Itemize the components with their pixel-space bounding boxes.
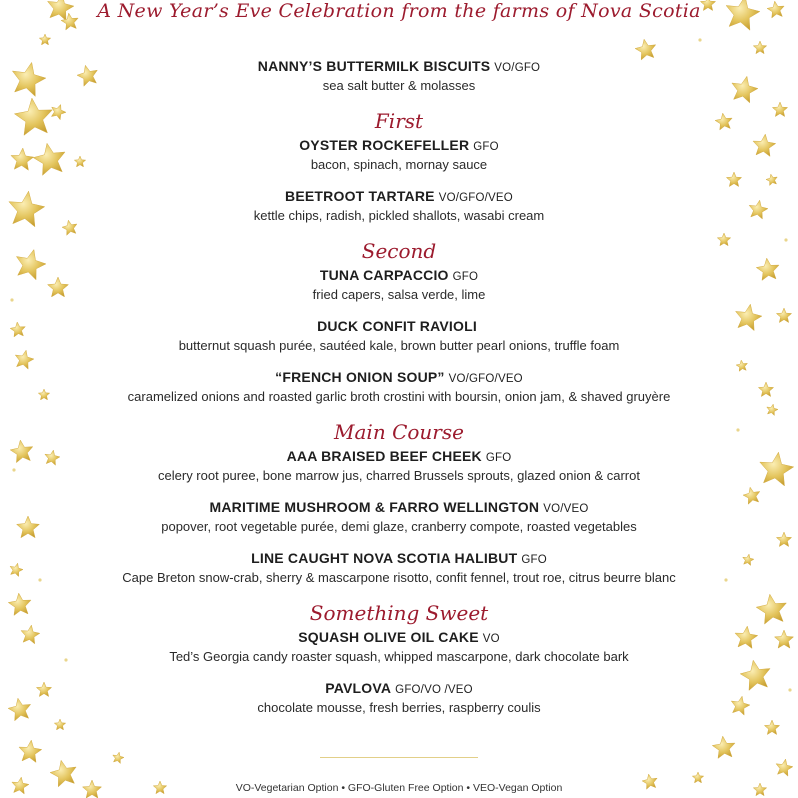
star-icon bbox=[45, 450, 60, 465]
star-icon bbox=[8, 593, 31, 615]
star-icon bbox=[16, 250, 46, 280]
item-name: LINE CAUGHT NOVA SCOTIA HALIBUT bbox=[251, 550, 518, 566]
star-icon bbox=[48, 277, 69, 297]
item-description: chocolate mousse, fresh berries, raspberry coulis bbox=[257, 700, 541, 715]
menu-item bbox=[80, 550, 718, 586]
section-title-something-sweet: Something Sweet bbox=[309, 601, 489, 625]
item-description: Ted’s Georgia candy roaster squash, whipped mascarpone, dark chocolate bark bbox=[169, 649, 629, 664]
sparkle-icon bbox=[38, 578, 41, 581]
star-icon bbox=[717, 233, 730, 246]
star-icon bbox=[113, 752, 124, 763]
menu bbox=[80, 58, 718, 716]
menu-item-biscuits bbox=[80, 58, 718, 94]
section-title-first: First bbox=[374, 109, 424, 133]
item-tags: VO/GFO bbox=[494, 62, 541, 74]
star-icon bbox=[39, 34, 50, 45]
item-name: PAVLOVA bbox=[325, 680, 392, 696]
star-icon bbox=[11, 148, 34, 170]
star-icon bbox=[10, 322, 25, 337]
star-icon bbox=[15, 350, 34, 369]
star-icon bbox=[62, 220, 77, 235]
item-tags: GFO bbox=[473, 141, 499, 153]
item-description: popover, root vegetable purée, demi glaze, cranberry compote, roasted vegetables bbox=[161, 519, 637, 534]
menu-item bbox=[80, 137, 718, 173]
item-name: “FRENCH ONION SOUP” bbox=[275, 369, 445, 385]
star-icon bbox=[8, 698, 31, 721]
page-title: A New Year’s Eve Celebration from the farms of Nova Scotia bbox=[97, 0, 701, 22]
item-description: Cape Breton snow-crab, sherry & mascarpone risotto, confit fennel, trout roe, citrus beurre blanc bbox=[122, 570, 676, 585]
sparkle-icon bbox=[784, 238, 787, 241]
item-description: butternut squash purée, sautéed kale, brown butter pearl onions, truffle foam bbox=[178, 338, 620, 353]
item-description: celery root puree, bone marrow jus, charred Brussels sprouts, glazed onion & carrot bbox=[158, 468, 640, 483]
menu-item bbox=[80, 629, 718, 665]
sparkle-icon bbox=[12, 468, 15, 471]
star-icon bbox=[743, 554, 754, 565]
menu-item bbox=[80, 499, 718, 535]
item-name: SQUASH OLIVE OIL CAKE bbox=[298, 629, 479, 645]
item-name: TUNA CARPACCIO bbox=[319, 267, 449, 283]
item-description: kettle chips, radish, pickled shallots, wasabi cream bbox=[253, 208, 545, 223]
star-icon bbox=[712, 736, 735, 758]
menu-item bbox=[80, 369, 718, 405]
star-icon bbox=[17, 516, 40, 538]
sparkle-icon bbox=[788, 688, 791, 691]
star-icon bbox=[38, 389, 49, 400]
star-icon bbox=[776, 759, 793, 776]
item-description: sea salt butter & molasses bbox=[322, 78, 476, 93]
star-icon bbox=[753, 41, 766, 54]
star-icon bbox=[635, 39, 656, 60]
star-icon bbox=[756, 594, 786, 624]
star-icon bbox=[51, 105, 66, 120]
star-icon bbox=[732, 76, 758, 103]
item-description: caramelized onions and roasted garlic broth crostini with boursin, onion jam, & shaved gruyère bbox=[127, 389, 671, 404]
star-icon bbox=[736, 360, 747, 371]
star-icon bbox=[12, 62, 46, 96]
star-icon bbox=[10, 563, 23, 576]
item-description: bacon, spinach, mornay sauce bbox=[310, 157, 488, 172]
item-tags: VO bbox=[482, 633, 500, 645]
star-icon bbox=[740, 660, 770, 690]
item-tags: VO/VEO bbox=[543, 503, 589, 515]
star-icon bbox=[756, 258, 779, 280]
star-icon bbox=[743, 487, 760, 504]
menu-item bbox=[80, 188, 718, 224]
menu-item bbox=[80, 680, 718, 716]
sparkle-icon bbox=[698, 38, 701, 41]
star-icon bbox=[776, 532, 791, 547]
section-title-main-course: Main Course bbox=[334, 420, 464, 444]
item-tags: GFO bbox=[452, 271, 479, 283]
star-icon bbox=[33, 143, 65, 175]
star-icon bbox=[764, 720, 779, 735]
item-name: OYSTER ROCKEFELLER bbox=[299, 137, 470, 153]
star-icon bbox=[19, 740, 42, 762]
section-title-second: Second bbox=[361, 239, 437, 263]
star-icon bbox=[749, 200, 768, 219]
item-description: fried capers, salsa verde, lime bbox=[312, 287, 486, 302]
menu-item bbox=[80, 267, 718, 303]
item-tags: VO/GFO/VEO bbox=[448, 373, 523, 385]
star-icon bbox=[731, 696, 750, 715]
star-icon bbox=[14, 98, 52, 135]
star-icon bbox=[767, 404, 778, 415]
star-icon bbox=[776, 308, 791, 323]
star-icon bbox=[54, 719, 65, 730]
sparkle-icon bbox=[64, 658, 67, 661]
item-tags: GFO bbox=[485, 452, 512, 464]
sparkle-icon bbox=[10, 298, 13, 301]
star-icon bbox=[766, 174, 777, 185]
star-icon bbox=[758, 382, 773, 397]
star-icon bbox=[760, 452, 794, 486]
star-icon bbox=[726, 172, 741, 187]
star-icon bbox=[10, 440, 33, 463]
sparkle-icon bbox=[736, 428, 739, 431]
item-tags: VO/GFO/VEO bbox=[438, 192, 513, 204]
item-name: DUCK CONFIT RAVIOLI bbox=[317, 318, 477, 334]
star-icon bbox=[736, 304, 762, 330]
item-name: NANNY’S BUTTERMILK BISCUITS bbox=[257, 58, 491, 74]
menu-item bbox=[80, 318, 718, 354]
menu-item bbox=[80, 448, 718, 484]
item-name: MARITIME MUSHROOM & FARRO WELLINGTON bbox=[209, 499, 540, 515]
divider bbox=[320, 757, 478, 758]
star-icon bbox=[753, 134, 776, 156]
item-name: BEETROOT TARTARE bbox=[285, 188, 435, 204]
item-name: AAA BRAISED BEEF CHEEK bbox=[286, 448, 482, 464]
star-icon bbox=[21, 625, 40, 644]
star-icon bbox=[36, 682, 51, 697]
star-icon bbox=[9, 191, 45, 227]
item-tags: GFO/VO /VEO bbox=[395, 684, 473, 696]
star-icon bbox=[735, 626, 758, 648]
dietary-legend: VO-Vegetarian Option • GFO-Gluten Free Option • VEO-Vegan Option bbox=[235, 782, 563, 794]
star-icon bbox=[775, 630, 794, 648]
star-icon bbox=[772, 102, 787, 117]
sparkle-icon bbox=[724, 578, 727, 581]
item-tags: GFO bbox=[521, 554, 547, 566]
